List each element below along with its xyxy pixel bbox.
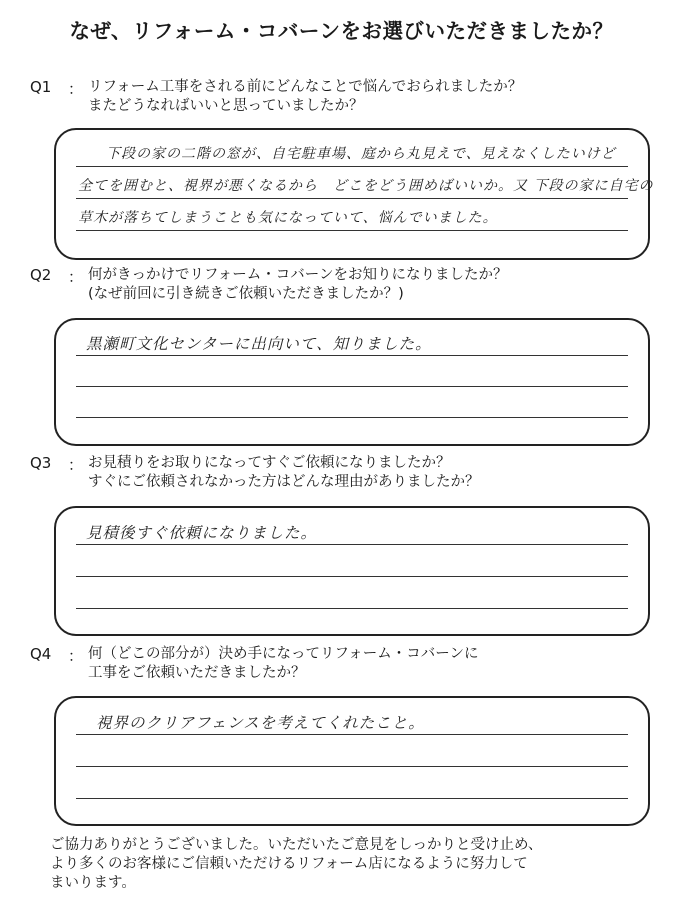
answer-line — [76, 386, 628, 387]
question-label: Q1 — [30, 78, 52, 96]
closing-message: ご協力ありがとうございました。いただいたご意見をしっかりと受け止め、 より多くのお客様にご信頼いただけるリフォーム店になるように努力して まいります。 — [50, 837, 543, 891]
question-label: Q3 — [30, 454, 52, 472]
page-title: なぜ、リフォーム・コバーンをお選びいただきましたか？ — [69, 19, 614, 43]
answer-line — [76, 798, 628, 799]
handwritten-answer-line: 草木が落ちてしまうことも気になっていて、悩んでいました。 — [78, 210, 498, 226]
answer-line — [76, 166, 628, 167]
question-text: お見積りをお取りになってすぐご依頼になりましたか？ すぐにご依頼されなかった方はどんな理由がありましたか？ — [88, 455, 480, 490]
answer-line — [76, 766, 628, 767]
answer-line — [76, 417, 628, 418]
answer-box-3 — [54, 506, 650, 636]
answer-box-4 — [54, 696, 650, 826]
answer-line — [76, 230, 628, 231]
question-label: Q2 — [30, 266, 52, 284]
handwritten-answer-line: 全てを囲むと、視界が悪くなるから どこをどう囲めばいいか。又 下段の家に自宅の — [78, 178, 654, 194]
answer-line — [76, 198, 628, 199]
question-text: 何（どこの部分が）決め手になってリフォーム・コバーンに 工事をご依頼いただきましたか？ — [88, 646, 479, 681]
handwritten-answer-line: 見積後すぐ依頼になりました。 — [86, 524, 318, 542]
question-text: 何がきっかけでリフォーム・コバーンをお知りになりましたか？ (なぜ前回に引き続きご依頼いただきましたか？) — [88, 267, 508, 302]
question-colon: ： — [68, 647, 84, 665]
question-label: Q4 — [30, 645, 52, 663]
answer-line — [76, 355, 628, 356]
answer-box-1 — [54, 128, 654, 260]
answer-line — [76, 608, 628, 609]
question-text: リフォーム工事をされる前にどんなことで悩んでおられましたか？ またどうなればいいと思っていましたか？ — [88, 79, 523, 114]
handwritten-answer-line: 黒瀬町文化センターに出向いて、知りました。 — [86, 335, 432, 353]
answer-box-2 — [54, 318, 650, 446]
answer-line — [76, 576, 628, 577]
handwritten-answer-line: 視界のクリアフェンスを考えてくれたこと。 — [96, 714, 425, 732]
question-colon: ： — [68, 268, 84, 286]
answer-line — [76, 734, 628, 735]
question-colon: ： — [68, 80, 84, 98]
handwritten-answer-line: 下段の家の二階の窓が、自宅駐車場、庭から丸見えで、見えなくしたいけど — [106, 146, 616, 162]
question-colon: ： — [68, 456, 84, 474]
answer-line — [76, 544, 628, 545]
